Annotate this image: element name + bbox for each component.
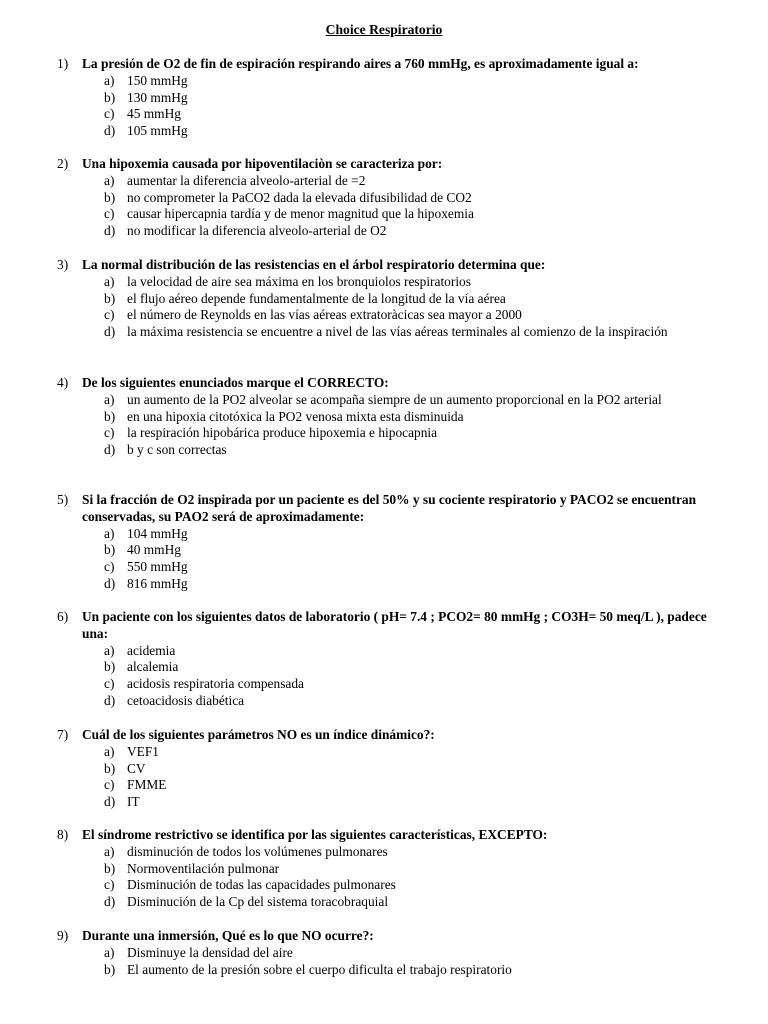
option-a [0, 526, 768, 543]
option-list [0, 844, 768, 911]
question-text: La normal distribución de las resistencias en el árbol respiratorio determina que: [82, 257, 546, 272]
option-letter: c) [104, 559, 115, 575]
question-number: 7) [57, 727, 69, 742]
question-number: 6) [57, 609, 69, 624]
option-a [0, 392, 768, 409]
option-d [0, 442, 768, 459]
question-number: 2) [57, 156, 69, 171]
option-text: el número de Reynolds en las vías aéreas extratoràcicas sea mayor a 2000 [127, 307, 522, 323]
option-a [0, 744, 768, 761]
question-stem [0, 928, 768, 945]
option-text: disminución de todos los volúmenes pulmonares [127, 843, 388, 859]
option-text: Disminución de todas las capacidades pulmonares [127, 877, 396, 893]
option-letter: a) [104, 172, 115, 188]
option-letter: d) [104, 324, 116, 340]
option-letter: d) [104, 894, 116, 910]
option-list [0, 173, 768, 240]
option-text: la velocidad de aire sea máxima en los bronquiolos respiratorios [127, 273, 471, 289]
option-text: 150 mmHg [127, 72, 188, 88]
option-text: 105 mmHg [127, 123, 188, 139]
option-text: IT [127, 794, 140, 810]
document-title: Choice Respiratorio [325, 22, 443, 37]
option-text: no modificar la diferencia alveolo-arterial de O2 [127, 223, 387, 239]
option-text: cetoacidosis diabética [127, 692, 245, 708]
option-letter: d) [104, 123, 116, 139]
option-c [0, 106, 768, 123]
option-letter: a) [104, 273, 115, 289]
option-c [0, 307, 768, 324]
option-text: 104 mmHg [127, 525, 188, 541]
option-list [0, 73, 768, 140]
option-letter: c) [104, 676, 115, 692]
option-c [0, 559, 768, 576]
option-c [0, 206, 768, 223]
option-a [0, 844, 768, 861]
option-d [0, 324, 768, 341]
option-letter: d) [104, 223, 116, 239]
option-letter: c) [104, 106, 115, 122]
question-text: La presión de O2 de fin de espiración respirando aires a 760 mmHg, es aproximadamente igual a: [82, 56, 639, 71]
question-3 [0, 257, 768, 341]
option-b [0, 861, 768, 878]
option-text: 40 mmHg [127, 542, 181, 558]
question-stem [0, 156, 768, 173]
option-a [0, 274, 768, 291]
option-letter: b) [104, 408, 116, 424]
option-text: aumentar la diferencia alveolo-arterial de =2 [127, 172, 366, 188]
option-text: alcalemia [127, 659, 179, 675]
option-letter: c) [104, 877, 115, 893]
question-stem [0, 375, 768, 392]
question-number: 3) [57, 257, 69, 272]
question-stem [0, 492, 768, 526]
option-letter: c) [104, 425, 115, 441]
option-a [0, 945, 768, 962]
option-letter: b) [104, 189, 116, 205]
option-text: El aumento de la presión sobre el cuerpo dificulta el trabajo respiratorio [127, 961, 512, 977]
option-c [0, 676, 768, 693]
question-stem [0, 827, 768, 844]
option-b [0, 90, 768, 107]
option-text: Disminución de la Cp del sistema toracobraquial [127, 894, 389, 910]
question-text: El síndrome restrictivo se identifica por las siguientes características, EXCEPTO: [82, 827, 548, 842]
option-d [0, 223, 768, 240]
question-number: 5) [57, 492, 69, 507]
option-letter: b) [104, 89, 116, 105]
question-stem [0, 727, 768, 744]
option-letter: d) [104, 442, 116, 458]
option-letter: c) [104, 777, 115, 793]
question-number: 8) [57, 827, 69, 842]
option-text: causar hipercapnia tardía y de menor magnitud que la hipoxemia [127, 206, 474, 222]
option-letter: a) [104, 843, 115, 859]
option-text: la máxima resistencia se encuentre a nivel de las vías aéreas terminales al comienzo de la inspiración [127, 324, 668, 340]
option-list [0, 526, 768, 593]
question-9 [0, 928, 768, 978]
option-text: no comprometer la PaCO2 dada la elevada difusibilidad de CO2 [127, 189, 472, 205]
option-letter: b) [104, 542, 116, 558]
option-letter: a) [104, 642, 115, 658]
option-c [0, 877, 768, 894]
option-text: Disminuye la densidad del aire [127, 944, 293, 960]
option-letter: b) [104, 760, 116, 776]
question-6 [0, 609, 768, 710]
option-letter: b) [104, 290, 116, 306]
option-letter: d) [104, 692, 116, 708]
question-number: 9) [57, 928, 69, 943]
option-letter: b) [104, 860, 116, 876]
option-letter: d) [104, 794, 116, 810]
option-list [0, 744, 768, 811]
question-text: De los siguientes enunciados marque el CORRECTO: [82, 375, 389, 390]
option-list [0, 392, 768, 459]
option-b [0, 542, 768, 559]
option-letter: a) [104, 72, 115, 88]
question-8 [0, 827, 768, 911]
question-text: Una hipoxemia causada por hipoventilaciòn se caracteriza por: [82, 156, 443, 171]
option-text: 550 mmHg [127, 559, 188, 575]
question-2 [0, 156, 768, 240]
question-stem [0, 56, 768, 73]
question-number: 1) [57, 56, 69, 71]
option-text: el flujo aéreo depende fundamentalmente de la longitud de la vía aérea [127, 290, 506, 306]
option-d [0, 123, 768, 140]
option-text: acidemia [127, 642, 176, 658]
question-4 [0, 375, 768, 459]
option-a [0, 643, 768, 660]
option-d [0, 794, 768, 811]
option-text: FMME [127, 777, 167, 793]
question-5 [0, 492, 768, 593]
question-text: Si la fracción de O2 inspirada por un paciente es del 50% y su cociente respiratorio y PACO2 se encuentran conservadas, su PAO2 será de aproximadamente: [82, 492, 697, 524]
option-text: un aumento de la PO2 alveolar se acompaña siempre de un aumento proporcional en la PO2 arterial [127, 391, 662, 407]
option-letter: a) [104, 525, 115, 541]
question-stem [0, 609, 768, 643]
option-a [0, 173, 768, 190]
option-letter: c) [104, 206, 115, 222]
question-text: Un paciente con los siguientes datos de laboratorio ( pH= 7.4 ; PCO2= 80 mmHg ; CO3H= 50 meq/L ), padece una: [82, 609, 707, 641]
option-text: 816 mmHg [127, 575, 188, 591]
option-c [0, 777, 768, 794]
option-text: VEF1 [127, 743, 159, 759]
option-a [0, 73, 768, 90]
question-text: Cuál de los siguientes parámetros NO es un índice dinámico?: [82, 727, 435, 742]
option-list [0, 945, 768, 979]
option-b [0, 291, 768, 308]
option-d [0, 894, 768, 911]
option-c [0, 425, 768, 442]
question-text: Durante una inmersión, Qué es lo que NO ocurre?: [82, 928, 374, 943]
option-letter: b) [104, 659, 116, 675]
option-list [0, 643, 768, 710]
option-text: 130 mmHg [127, 89, 188, 105]
question-number: 4) [57, 375, 69, 390]
option-d [0, 693, 768, 710]
option-text: Normoventilación pulmonar [127, 860, 280, 876]
option-b [0, 409, 768, 426]
option-letter: a) [104, 391, 115, 407]
option-text: la respiración hipobárica produce hipoxemia e hipocapnia [127, 425, 438, 441]
option-b [0, 962, 768, 979]
option-text: acidosis respiratoria compensada [127, 676, 304, 692]
option-text: CV [127, 760, 146, 776]
option-text: 45 mmHg [127, 106, 181, 122]
option-letter: a) [104, 743, 115, 759]
question-stem [0, 257, 768, 274]
option-text: en una hipoxia citotóxica la PO2 venosa mixta esta disminuida [127, 408, 464, 424]
question-7 [0, 727, 768, 811]
option-b [0, 659, 768, 676]
option-text: b y c son correctas [127, 442, 227, 458]
option-b [0, 761, 768, 778]
option-letter: b) [104, 961, 116, 977]
option-b [0, 190, 768, 207]
option-letter: a) [104, 944, 115, 960]
option-letter: d) [104, 575, 116, 591]
option-letter: c) [104, 307, 115, 323]
question-1 [0, 56, 768, 140]
option-list [0, 274, 768, 341]
option-d [0, 576, 768, 593]
